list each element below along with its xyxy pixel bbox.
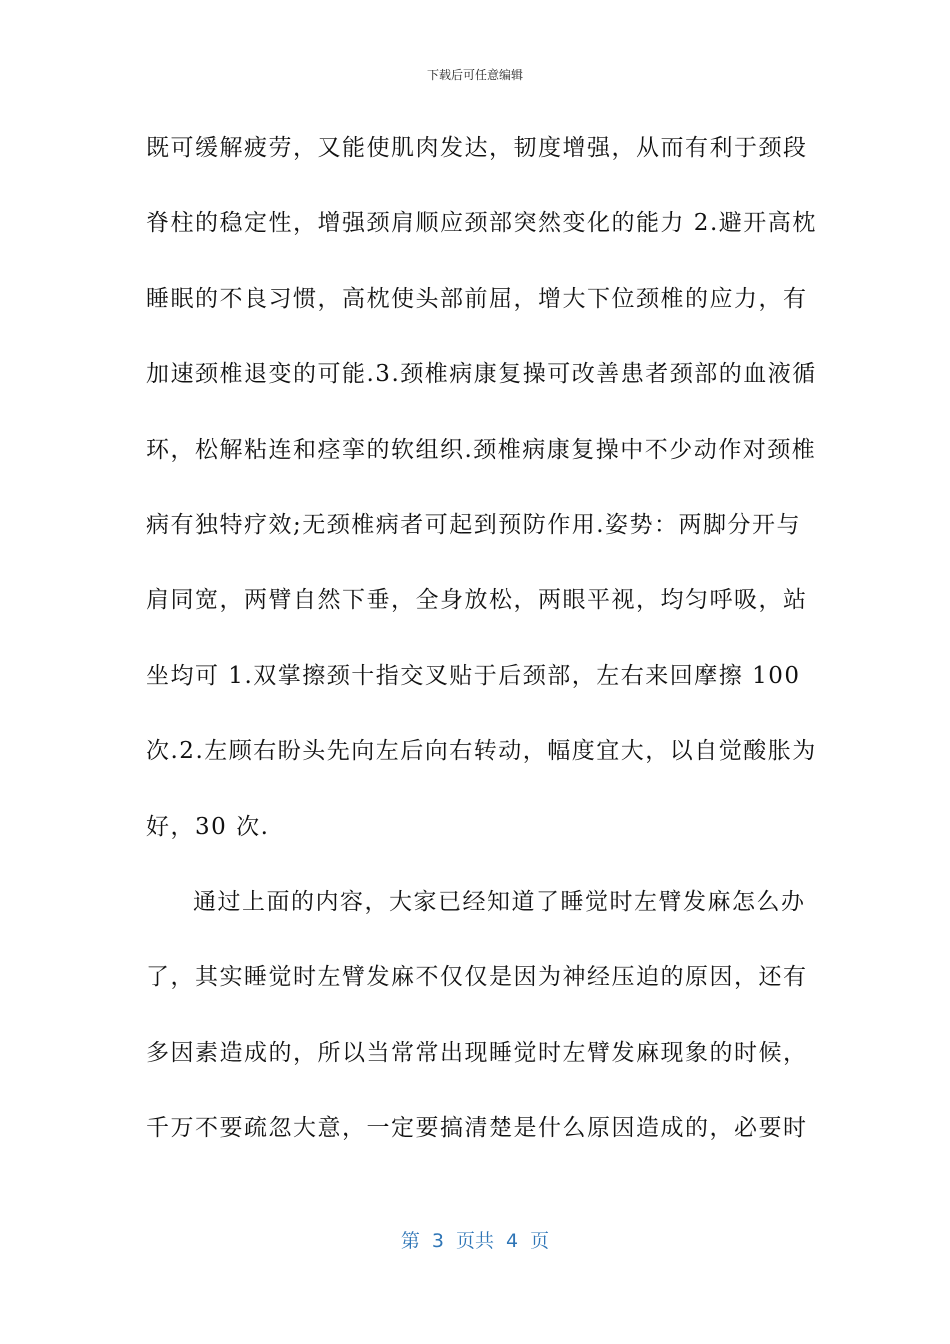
text-line: 多因素造成的，所以当常常出现睡觉时左臂发麻现象的时候， (146, 1039, 808, 1066)
text-line: 脊柱的稳定性，增强颈肩顺应颈部突然变化的能力 2.避开高枕 (146, 210, 817, 237)
page-footer: 第 3 页共 4 页 (400, 1230, 550, 1252)
text-line: 环，松解粘连和痉挛的软组织.颈椎病康复操中不少动作对颈椎 (146, 436, 817, 463)
text-line: 肩同宽，两臂自然下垂，全身放松，两眼平视，均匀呼吸，站 (146, 587, 808, 614)
text-line: 病有独特疗效;无颈椎病者可起到预防作用.姿势：两脚分开与 (146, 511, 802, 538)
text-line: 好，30 次. (146, 813, 270, 840)
text-line: 通过上面的内容，大家已经知道了睡觉时左臂发麻怎么办 (193, 888, 806, 915)
text-line: 睡眠的不良习惯，高枕使头部前屈，增大下位颈椎的应力，有 (146, 285, 808, 312)
paragraph-1 (146, 128, 817, 882)
text-line: 千万不要疏忽大意，一定要搞清楚是什么原因造成的，必要时 (146, 1115, 808, 1142)
text-line: 了，其实睡觉时左臂发麻不仅仅是因为神经压迫的原因，还有 (146, 964, 808, 991)
text-line: 既可缓解疲劳，又能使肌肉发达，韧度增强，从而有利于颈段 (146, 135, 808, 161)
paragraph-2 (146, 882, 806, 1184)
text-line: 坐均可 1.双掌擦颈十指交叉贴于后颈部，左右来回摩擦 100 (146, 662, 801, 689)
text-line: 加速颈椎退变的可能.3.颈椎病康复操可改善患者颈部的血液循 (146, 361, 817, 388)
header-note: 下载后可任意编辑 (426, 68, 523, 82)
text-line: 次.2.左顾右盼头先向左后向右转动，幅度宜大，以自觉酸胀为 (146, 738, 817, 765)
document-body (146, 128, 817, 1183)
